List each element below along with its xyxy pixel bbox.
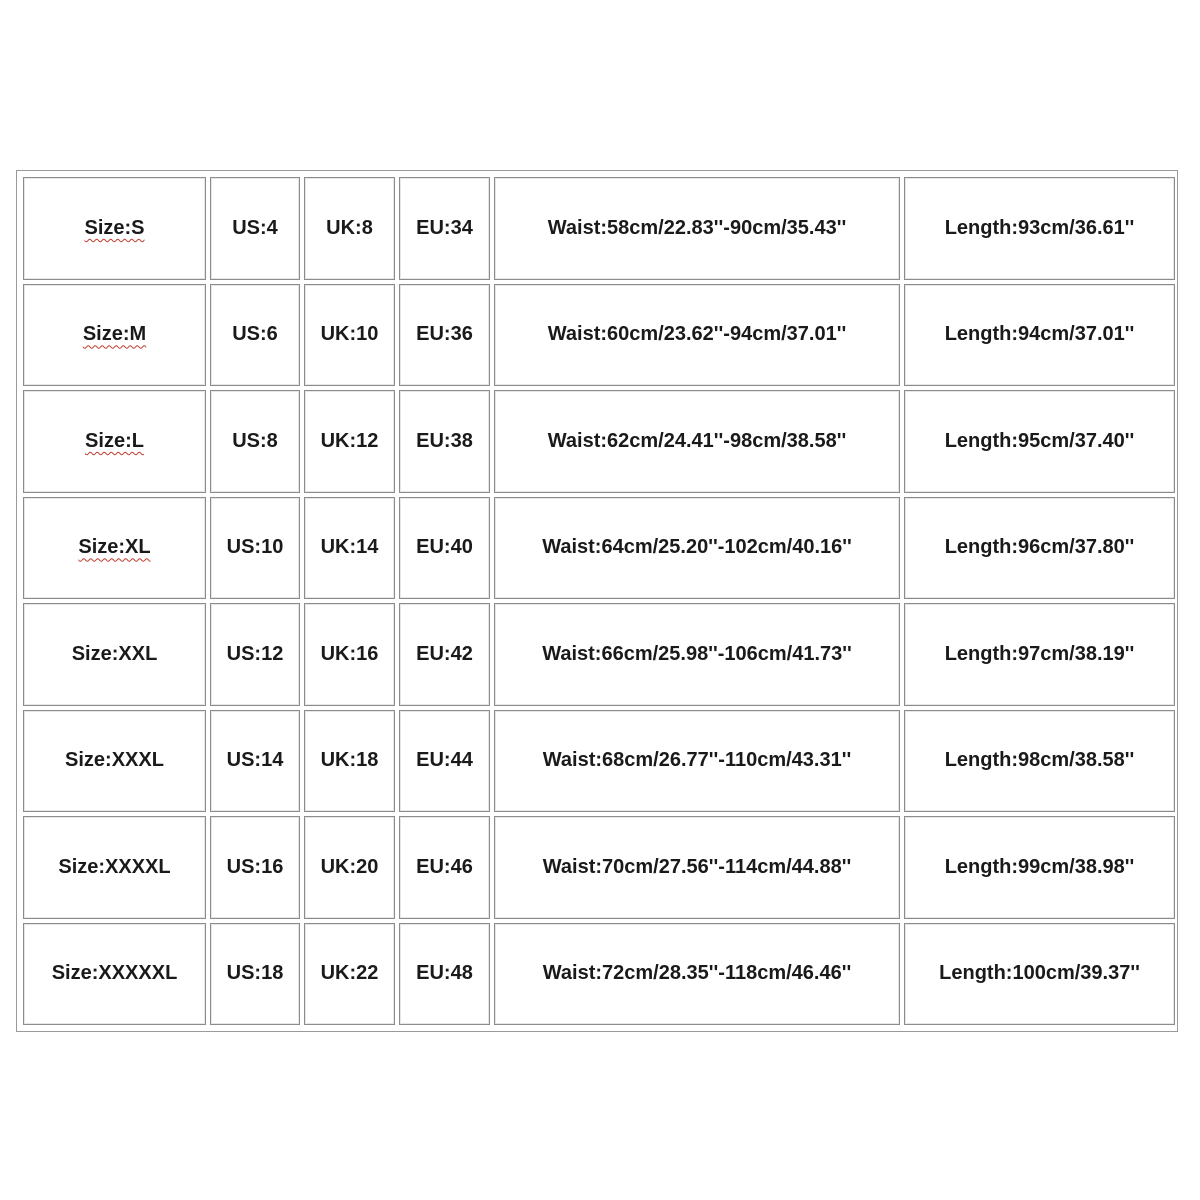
us-size-cell: US:16 [210, 816, 300, 919]
eu-size-cell: EU:46 [399, 816, 490, 919]
waist-cell: Waist:66cm/25.98''-106cm/41.73'' [494, 603, 900, 706]
eu-size-cell: EU:38 [399, 390, 490, 493]
waist-cell: Waist:64cm/25.20''-102cm/40.16'' [494, 497, 900, 600]
waist-cell: Waist:70cm/27.56''-114cm/44.88'' [494, 816, 900, 919]
eu-size-cell: EU:36 [399, 284, 490, 387]
us-size-cell: US:8 [210, 390, 300, 493]
table-row [23, 710, 1175, 813]
table-row [23, 284, 1175, 387]
length-cell: Length:100cm/39.37'' [904, 923, 1175, 1026]
eu-size-cell: EU:34 [399, 177, 490, 280]
eu-size-cell: EU:42 [399, 603, 490, 706]
uk-size-cell: UK:8 [304, 177, 395, 280]
eu-size-cell: EU:44 [399, 710, 490, 813]
size-table [19, 173, 1179, 1029]
table-row [23, 177, 1175, 280]
uk-size-cell: UK:10 [304, 284, 395, 387]
us-size-cell: US:12 [210, 603, 300, 706]
us-size-cell: US:4 [210, 177, 300, 280]
size-cell: Size:XL [23, 497, 206, 600]
us-size-cell: US:18 [210, 923, 300, 1026]
table-row [23, 390, 1175, 493]
length-cell: Length:95cm/37.40'' [904, 390, 1175, 493]
eu-size-cell: EU:40 [399, 497, 490, 600]
uk-size-cell: UK:14 [304, 497, 395, 600]
table-row [23, 497, 1175, 600]
size-cell: Size:L [23, 390, 206, 493]
waist-cell: Waist:62cm/24.41''-98cm/38.58'' [494, 390, 900, 493]
length-cell: Length:98cm/38.58'' [904, 710, 1175, 813]
size-cell: Size:XXXL [23, 710, 206, 813]
table-row [23, 603, 1175, 706]
uk-size-cell: UK:20 [304, 816, 395, 919]
uk-size-cell: UK:12 [304, 390, 395, 493]
waist-cell: Waist:60cm/23.62''-94cm/37.01'' [494, 284, 900, 387]
uk-size-cell: UK:22 [304, 923, 395, 1026]
length-cell: Length:96cm/37.80'' [904, 497, 1175, 600]
waist-cell: Waist:72cm/28.35''-118cm/46.46'' [494, 923, 900, 1026]
table-row [23, 923, 1175, 1026]
us-size-cell: US:10 [210, 497, 300, 600]
size-cell: Size:XXL [23, 603, 206, 706]
uk-size-cell: UK:16 [304, 603, 395, 706]
size-cell: Size:XXXXL [23, 816, 206, 919]
eu-size-cell: EU:48 [399, 923, 490, 1026]
length-cell: Length:94cm/37.01'' [904, 284, 1175, 387]
waist-cell: Waist:68cm/26.77''-110cm/43.31'' [494, 710, 900, 813]
us-size-cell: US:14 [210, 710, 300, 813]
table-row [23, 816, 1175, 919]
size-cell: Size:M [23, 284, 206, 387]
size-cell: Size:S [23, 177, 206, 280]
waist-cell: Waist:58cm/22.83''-90cm/35.43'' [494, 177, 900, 280]
size-cell: Size:XXXXXL [23, 923, 206, 1026]
size-chart [16, 170, 1178, 1032]
length-cell: Length:97cm/38.19'' [904, 603, 1175, 706]
length-cell: Length:93cm/36.61'' [904, 177, 1175, 280]
uk-size-cell: UK:18 [304, 710, 395, 813]
us-size-cell: US:6 [210, 284, 300, 387]
length-cell: Length:99cm/38.98'' [904, 816, 1175, 919]
